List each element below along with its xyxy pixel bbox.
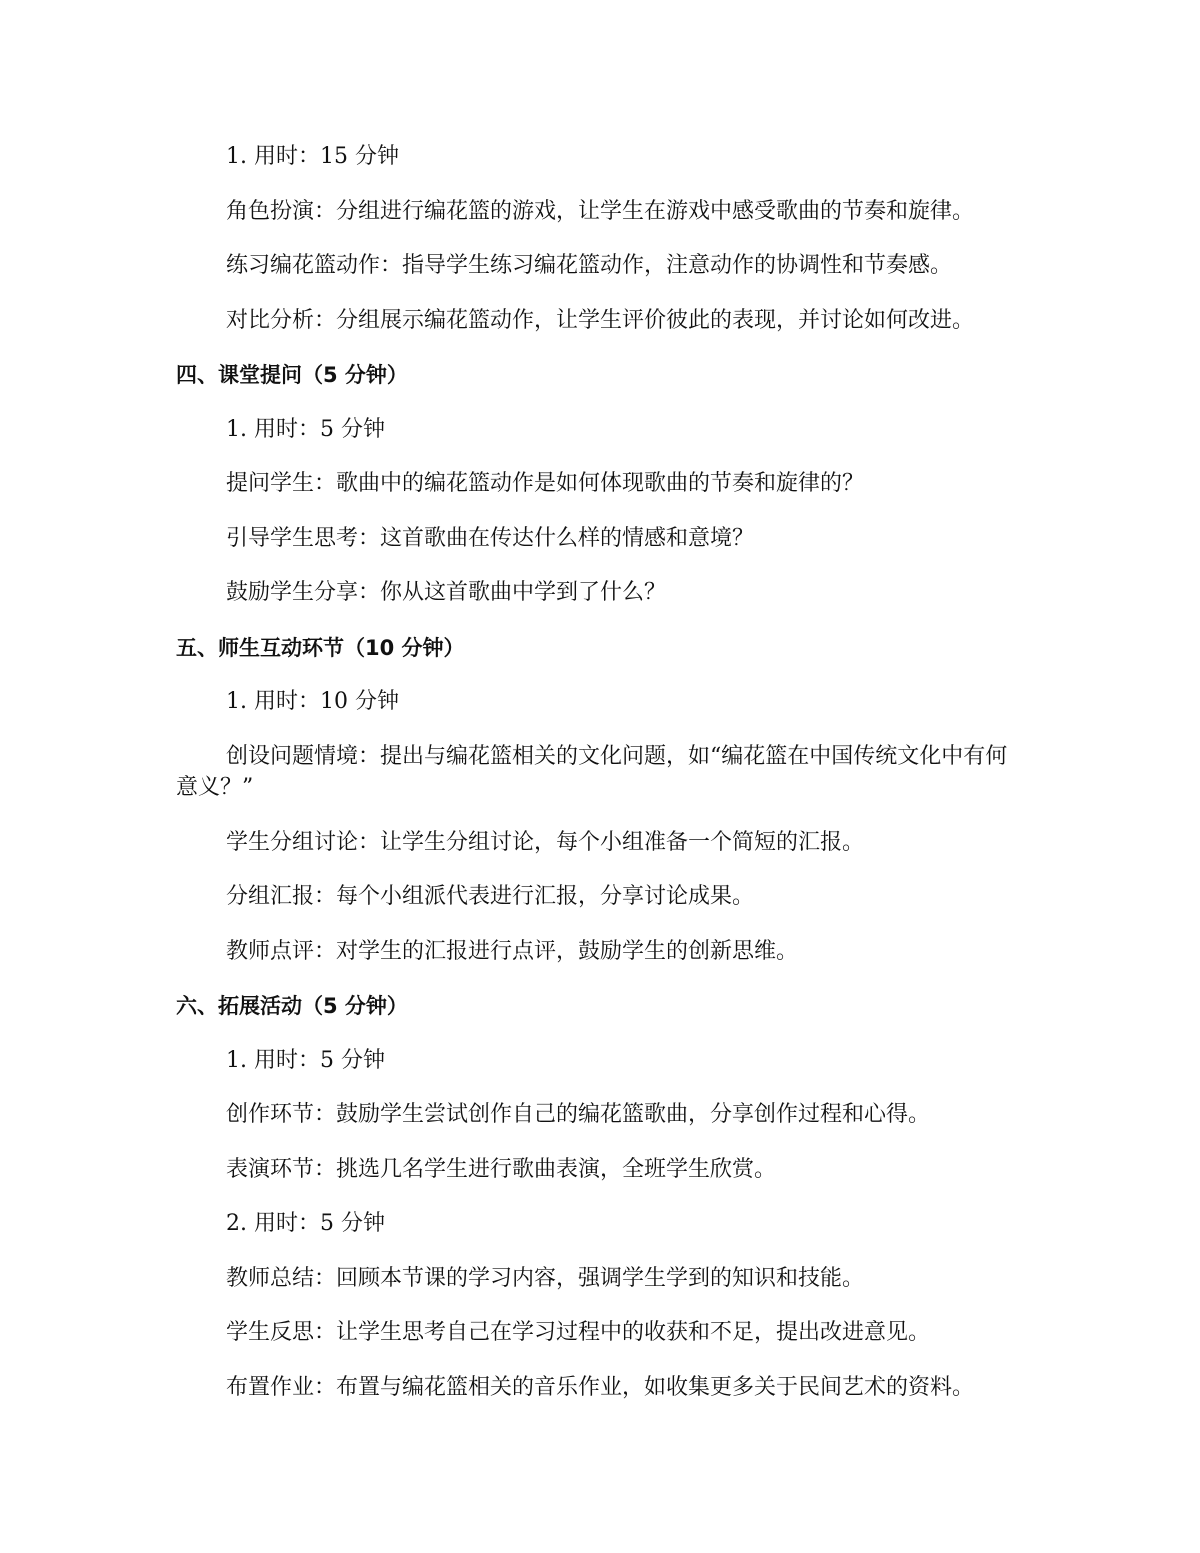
list-item: 2. 用时：5 分钟: [226, 1211, 385, 1236]
list-item: 1. 用时：5 分钟: [226, 416, 385, 442]
paragraph: 对比分析：分组展示编花篮动作，让学生评价彼此的表现，并讨论如何改进。: [226, 307, 975, 333]
paragraph: 教师点评：对学生的汇报进行点评，鼓励学生的创新思维。: [226, 938, 799, 964]
section-heading: 六、拓展活动（5 分钟）: [176, 994, 408, 1018]
paragraph: 学生分组讨论：让学生分组讨论，每个小组准备一个简短的汇报。: [226, 829, 865, 855]
paragraph: 鼓励学生分享：你从这首歌曲中学到了什么？: [226, 580, 667, 605]
paragraph: 教师总结：回顾本节课的学习内容，强调学生学到的知识和技能。: [226, 1265, 865, 1291]
paragraph: 练习编花篮动作：指导学生练习编花篮动作，注意动作的协调性和节奏感。: [226, 253, 953, 278]
paragraph: 引导学生思考：这首歌曲在传达什么样的情感和意境？: [226, 525, 755, 551]
list-item: 1. 用时：10 分钟: [226, 689, 399, 714]
paragraph: 提问学生：歌曲中的编花篮动作是如何体现歌曲的节奏和旋律的？: [226, 471, 865, 496]
list-item: 1. 用时：5 分钟: [226, 1047, 385, 1073]
list-item: 1. 用时：15 分钟: [226, 144, 399, 169]
document-body: [176, 135, 1026, 1420]
paragraph: 创作环节：鼓励学生尝试创作自己的编花篮歌曲，分享创作过程和心得。: [226, 1102, 931, 1127]
paragraph: 布置作业：布置与编花篮相关的音乐作业，如收集更多关于民间艺术的资料。: [226, 1374, 975, 1400]
section-heading: 四、课堂提问（5 分钟）: [176, 363, 408, 387]
paragraph: 表演环节：挑选几名学生进行歌曲表演，全班学生欣赏。: [226, 1156, 777, 1182]
section-heading: 五、师生互动环节（10 分钟）: [176, 635, 465, 660]
paragraph: 分组汇报：每个小组派代表进行汇报，分享讨论成果。: [226, 884, 755, 909]
paragraph: 学生反思：让学生思考自己在学习过程中的收获和不足，提出改进意见。: [226, 1320, 931, 1345]
paragraph: 角色扮演：分组进行编花篮的游戏，让学生在游戏中感受歌曲的节奏和旋律。: [226, 198, 975, 224]
paragraph: 创设问题情境：提出与编花篮相关的文化问题，如“编花篮在中国传统文化中有何意义？”: [176, 743, 1008, 800]
